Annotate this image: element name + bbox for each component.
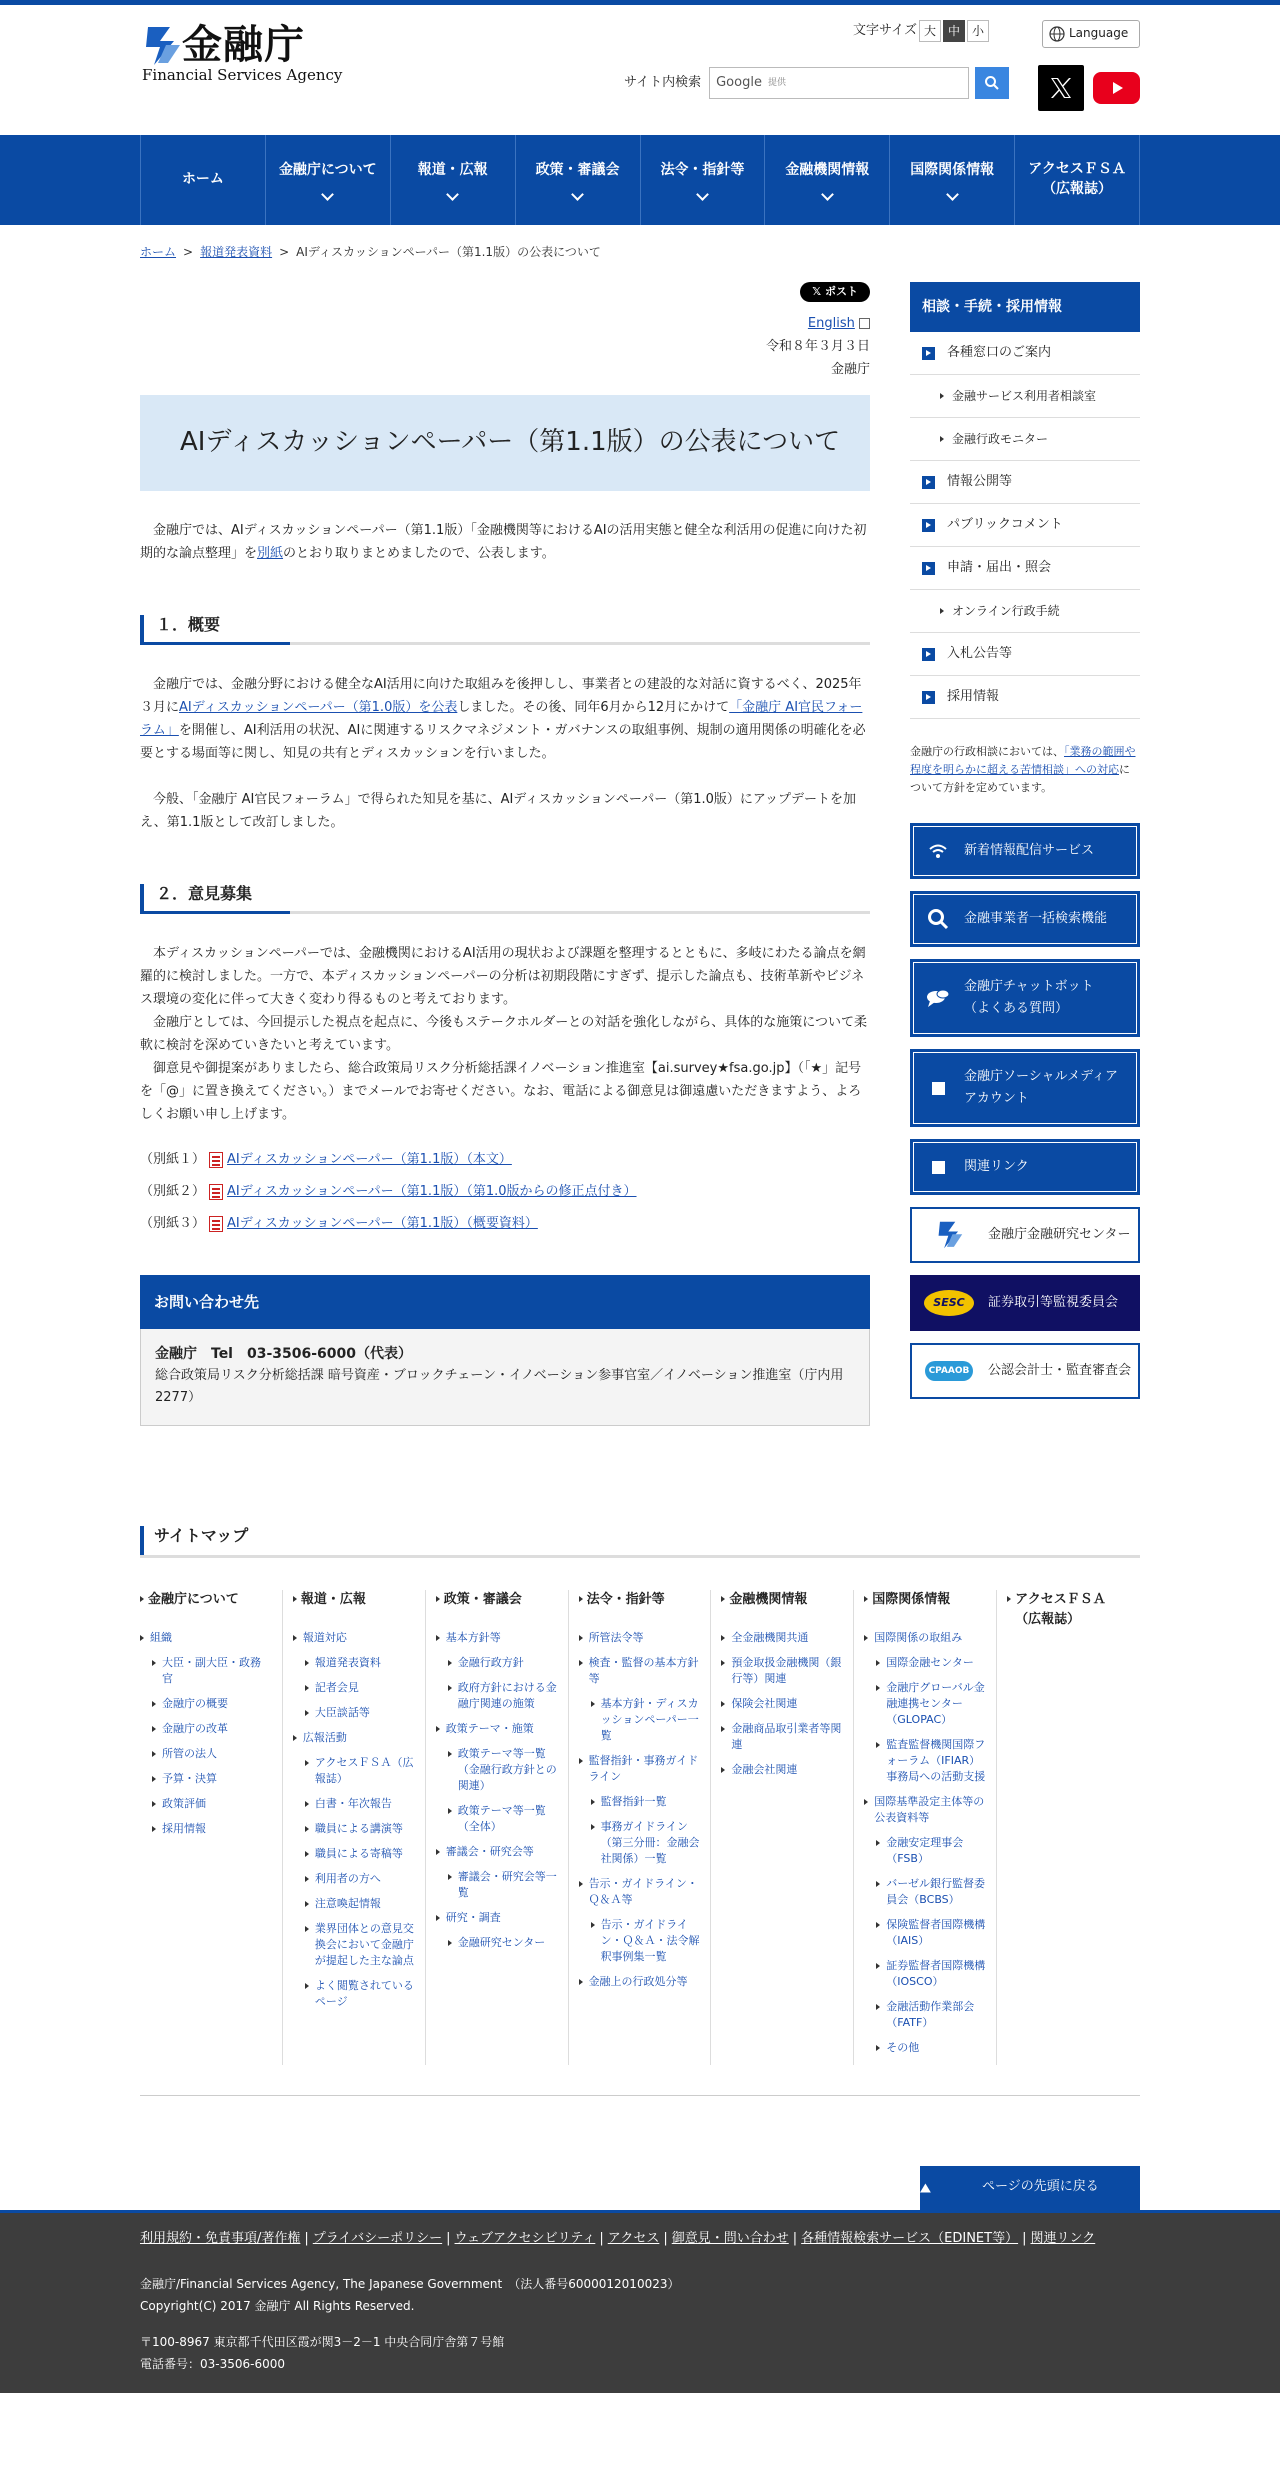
sidebar-item-label: 申請・届出・照会 — [947, 559, 1052, 575]
fsa-logo[interactable] — [140, 23, 342, 83]
sidebar-item-label: 情報公開等 — [947, 473, 1013, 489]
english-link[interactable]: English — [807, 315, 855, 331]
sidebar-item-applications[interactable] — [910, 547, 1140, 590]
sitemap-link[interactable]: 監督指針・事務ガイドライン — [579, 1753, 701, 1785]
business-search-button[interactable] — [910, 891, 1140, 947]
page-top-button[interactable] — [920, 2166, 1140, 2210]
social-media-button[interactable] — [910, 1049, 1140, 1127]
sitemap-link[interactable]: 監督指針一覧 — [591, 1794, 701, 1810]
lead-paragraph — [140, 519, 870, 565]
section-heading-comments: ２．意見募集 — [140, 884, 870, 914]
sitemap-link[interactable]: 全金融機関共通 — [721, 1630, 843, 1646]
sitemap-column — [711, 1590, 854, 2065]
sitemap-link[interactable]: 基本方針等 — [436, 1630, 558, 1646]
search-button[interactable] — [975, 67, 1009, 99]
sitemap-link[interactable]: 政策テーマ等一覧（金融行政方針との関連） — [448, 1746, 558, 1794]
sitemap-column — [569, 1590, 712, 2065]
sidebar-menu — [910, 332, 1140, 719]
footer-link-separator: | — [446, 2230, 451, 2246]
font-size-label: 文字サイズ — [853, 22, 917, 38]
complaint-policy-link[interactable]: 「業務の範囲や程度を明らかに超える苦情相談」への対応 — [910, 745, 1136, 777]
sidebar — [910, 282, 1140, 1425]
sidebar-item-bids[interactable] — [910, 633, 1140, 676]
sitemap-column-heading[interactable]: 国際関係情報 — [864, 1590, 986, 1610]
overview-paragraph-1 — [140, 673, 870, 765]
chatbot-button[interactable] — [910, 959, 1140, 1037]
sidebar-item-recruit[interactable] — [910, 676, 1140, 719]
nav-policy[interactable] — [516, 135, 641, 225]
sidebar-item-disclosure[interactable] — [910, 461, 1140, 504]
search-engine-label: Google — [716, 74, 762, 90]
footer-link[interactable]: ウェブアクセシビリティ — [454, 2230, 596, 2246]
sitemap-link[interactable]: 金融商品取引業者等関連 — [721, 1721, 843, 1753]
attachment-item — [140, 1176, 870, 1208]
global-navigation — [0, 135, 1280, 225]
footer-link-separator: | — [304, 2230, 309, 2246]
news-service-button[interactable] — [910, 823, 1140, 879]
font-size-large-button[interactable]: 大 — [919, 20, 941, 42]
nav-home[interactable] — [141, 135, 266, 225]
lead-text: 金融庁では、AIディスカッションペーパー（第1.1版）「金融機関等におけるAIの活用実態と健全な利活用の促進に向けた初期的な論点整理」を — [140, 522, 867, 561]
page-title: AIディスカッションペーパー（第1.1版）の公表について — [140, 395, 870, 491]
nav-international[interactable] — [890, 135, 1015, 225]
footer-link[interactable]: 御意見・問い合わせ — [671, 2230, 789, 2246]
footer-link-separator: | — [663, 2230, 668, 2246]
sitemap-link[interactable]: 業界団体との意見交換会において金融庁が提起した主な論点 — [305, 1921, 415, 1969]
cpaaob-banner[interactable] — [910, 1343, 1140, 1399]
sitemap-link[interactable]: 国際関係の取組み — [864, 1630, 986, 1646]
nav-label: 政策・審議会 — [535, 161, 620, 178]
arrow-square-icon — [922, 519, 935, 532]
breadcrumb-separator: > — [279, 245, 290, 259]
sitemap-link[interactable]: 審議会・研究会等一覧 — [448, 1869, 558, 1901]
research-center-banner[interactable] — [910, 1207, 1140, 1263]
related-links-button[interactable] — [910, 1139, 1140, 1195]
sitemap-link[interactable]: 職員による寄稿等 — [305, 1846, 415, 1862]
sitemap-link[interactable]: 予算・決算 — [152, 1771, 272, 1787]
sitemap-column — [426, 1590, 569, 2065]
footer-copyright: Copyright(C) 2017 金融庁 All Rights Reserved. — [140, 2299, 415, 2314]
footer-address: 〒100-8967 東京都千代田区霞が関3－2－1 中央合同庁舎第７号館 — [140, 2335, 505, 2350]
chevron-down-icon — [446, 188, 459, 201]
footer-link[interactable]: 各種情報検索サービス（EDINET等） — [801, 2230, 1019, 2246]
sitemap-heading: サイトマップ — [140, 1526, 1140, 1558]
sitemap — [140, 1526, 1140, 2096]
comments-paragraph-3: 御意見や御提案がありましたら、総合政策局リスク分析総括課イノベーション推進室【ai.survey★fsa.go.jp】（「★」記号を「@」に置き換えてください。）までメールでお寄せください。なお、電話による御意見は御遠慮いただきますよう、よろしくお願い申し上げます。 — [140, 1060, 862, 1122]
contact-department: 総合政策局リスク分析総括課 暗号資産・ブロックチェーン・イノベーション参事官室／イノベーション推進室（庁内用2277） — [155, 1367, 844, 1405]
attachment-item — [140, 1208, 870, 1240]
footer-phone: 電話番号：03-3506-6000 — [140, 2357, 286, 2372]
attachment-pdf-link[interactable]: AIディスカッションペーパー（第1.1版）（概要資料） — [227, 1215, 538, 1231]
sesc-banner[interactable] — [910, 1275, 1140, 1331]
attachment-item — [140, 1144, 870, 1176]
sitemap-link[interactable]: その他 — [876, 2040, 986, 2056]
sitemap-link[interactable]: 金融上の行政処分等 — [579, 1974, 701, 1990]
nav-label: 法令・指針等 — [660, 161, 745, 178]
attachment-list — [140, 1144, 870, 1240]
nav-institutions[interactable] — [765, 135, 890, 225]
sidebar-item-label: パブリックコメント — [947, 516, 1063, 532]
sitemap-link[interactable]: 白書・年次報告 — [305, 1796, 415, 1812]
publisher: 金融庁 — [830, 361, 870, 377]
nav-label: 金融機関情報 — [785, 161, 870, 178]
attachment-label: （別紙３） — [140, 1215, 206, 1231]
arrow-square-icon — [922, 648, 935, 661]
youtube-icon[interactable] — [1093, 72, 1140, 104]
sitemap-link[interactable]: 保険監督者国際機構（IAIS） — [876, 1917, 986, 1949]
nav-label: アクセスＦＳＡ （広報誌） — [1028, 161, 1126, 197]
sitemap-link[interactable]: 金融活動作業部会（FATF） — [876, 1999, 986, 2031]
nav-access-fsa[interactable] — [1015, 135, 1140, 225]
sitemap-link[interactable]: 証券監督者国際機構（IOSCO） — [876, 1958, 986, 1990]
chat-bubble-icon — [926, 988, 950, 1008]
x-post-button[interactable]: 𝕏 ポスト — [800, 282, 870, 302]
sitemap-link[interactable]: 報道発表資料 — [305, 1655, 415, 1671]
footer-link[interactable]: 利用規約・免責事項/著作権 — [140, 2230, 301, 2246]
sidebar-item-online[interactable] — [910, 590, 1140, 633]
sitemap-link[interactable]: 金融会社関連 — [721, 1762, 843, 1778]
sidebar-item-label: 金融行政モニター — [952, 431, 1049, 446]
nav-press[interactable] — [391, 135, 516, 225]
sitemap-column-heading[interactable]: 金融庁について — [140, 1590, 272, 1610]
site-search — [624, 67, 1009, 99]
logo-japanese: 金融庁 — [182, 22, 305, 68]
sitemap-link[interactable]: 利用者の方へ — [305, 1871, 415, 1887]
font-size-medium-button[interactable]: 中 — [943, 20, 965, 42]
sitemap-link[interactable]: 事務ガイドライン（第三分冊：金融会社関係）一覧 — [591, 1819, 701, 1867]
comments-paragraph-1: 本ディスカッションペーパーでは、金融機関におけるAI活用の現状および課題を整理するとともに、多岐にわたる論点を網羅的に検討しました。一方で、本ディスカッションペーパーの分析は初期段階にすぎず、提示した論点も、技術革新やビジネス環境の変化に伴って大きく変わり得るものと考えております。 — [140, 945, 866, 1007]
contact-box — [140, 1275, 870, 1426]
sesc-label: 証券取引等監視委員会 — [988, 1294, 1119, 1310]
chatbot-label: 金融庁チャットボット （よくある質問） — [964, 979, 1094, 1017]
page-top-area — [140, 2166, 1140, 2210]
nav-label: 報道・広報 — [417, 161, 488, 178]
sitemap-link[interactable]: 告示・ガイドライン・Ｑ＆Ａ等 — [579, 1876, 701, 1908]
lead-text: のとおり取りまとめましたので、公表します。 — [283, 545, 555, 561]
arrow-square-icon — [932, 1082, 945, 1095]
sitemap-link[interactable]: 報道対応 — [293, 1630, 415, 1646]
sidebar-note — [910, 743, 1140, 797]
sidebar-item-consumer-help[interactable] — [910, 375, 1140, 418]
footer-link-separator: | — [792, 2230, 798, 2246]
footer-link-separator: | — [1022, 2230, 1027, 2246]
sitemap-link[interactable]: 預金取扱金融機関（銀行等）関連 — [721, 1655, 843, 1687]
sitemap-link[interactable]: バーゼル銀行監督委員会（BCBS） — [876, 1876, 986, 1908]
sitemap-link[interactable]: 記者会見 — [305, 1680, 415, 1696]
arrow-square-icon — [922, 562, 935, 575]
sitemap-column-heading[interactable]: 政策・審議会 — [436, 1590, 558, 1610]
footer-link[interactable]: 関連リンク — [1030, 2230, 1096, 2246]
magnifier-icon — [927, 908, 949, 930]
search-provided-label: 提供 — [767, 77, 786, 88]
overview-text: しました。その後、同年6月から12月にかけて — [457, 699, 730, 715]
attachment-label: （別紙２） — [140, 1183, 206, 1199]
chevron-down-icon — [321, 188, 334, 201]
sitemap-column-heading[interactable]: アクセスＦＳＡ（広報誌） — [1007, 1590, 1130, 1630]
sitemap-link[interactable]: 広報活動 — [293, 1730, 415, 1746]
sitemap-link[interactable]: 国際基準設定主体等の公表資料等 — [864, 1794, 986, 1826]
cpaaob-label: 公認会計士・監査審査会 — [988, 1362, 1132, 1378]
search-input[interactable] — [709, 67, 969, 99]
font-size-small-button[interactable]: 小 — [967, 20, 989, 42]
sidebar-note-text: 金融庁の行政相談においては、 — [910, 745, 1064, 759]
paper-v1-link[interactable]: AIディスカッションペーパー（第1.0版）を公表 — [179, 699, 458, 715]
fsa-logo-mark — [140, 23, 182, 69]
social-media-label: 金融庁ソーシャルメディア アカウント — [964, 1069, 1119, 1107]
chevron-down-icon — [821, 188, 834, 201]
chevron-down-icon — [696, 188, 709, 201]
sidebar-item-monitor[interactable] — [910, 418, 1140, 461]
attachment-label: （別紙１） — [140, 1151, 206, 1167]
search-label: サイト内検索 — [624, 74, 702, 90]
sidebar-item-label: 各種窓口のご案内 — [947, 344, 1052, 360]
sitemap-link[interactable]: 採用情報 — [152, 1821, 272, 1837]
language-button[interactable] — [1042, 20, 1140, 48]
wifi-icon — [928, 843, 948, 859]
sitemap-link[interactable]: よく閲覧されているページ — [305, 1978, 415, 2010]
sitemap-link[interactable]: 組織 — [140, 1630, 272, 1646]
attachment-pdf-link[interactable]: AIディスカッションペーパー（第1.1版）（第1.0版からの修正点付き） — [227, 1183, 637, 1199]
sitemap-column-heading[interactable]: 金融機関情報 — [721, 1590, 843, 1610]
section-heading-overview: １．概要 — [140, 615, 870, 645]
sitemap-link[interactable]: 所管の法人 — [152, 1746, 272, 1762]
nav-laws[interactable] — [641, 135, 766, 225]
chevron-down-icon — [946, 188, 959, 201]
overview-text: を開催し、AI利活用の状況、AIに関連するリスクマネジメント・ガバナンスの取組事例、規制の適用関係の明確化を必要とする場面等に関し、知見の共有とディスカッションを行いました。 — [140, 722, 866, 761]
sidebar-item-label: 金融サービス利用者相談室 — [952, 388, 1097, 403]
sitemap-link[interactable]: 大臣談話等 — [305, 1705, 415, 1721]
publish-date: 令和８年３月３日 — [765, 338, 870, 354]
related-links-label: 関連リンク — [964, 1158, 1029, 1174]
logo-english: Financial Services Agency — [142, 66, 343, 84]
pdf-icon — [209, 1184, 223, 1200]
sitemap-link[interactable]: 金融安定理事会（FSB） — [876, 1835, 986, 1867]
sitemap-link[interactable]: 政策テーマ・施策 — [436, 1721, 558, 1737]
language-label: Language — [1069, 26, 1129, 41]
site-footer — [0, 2210, 1280, 2393]
sitemap-link[interactable]: 政策テーマ等一覧（全体） — [448, 1803, 558, 1835]
arrow-square-icon — [922, 691, 935, 704]
footer-agency-line: 金融庁/Financial Services Agency, The Japanese Government （法人番号6000012010023） — [140, 2277, 680, 2292]
sitemap-columns — [140, 1590, 1140, 2096]
main-content — [140, 282, 870, 1425]
footer-link[interactable]: プライバシーポリシー — [312, 2230, 443, 2246]
search-icon — [984, 75, 1000, 91]
globe-icon — [1049, 26, 1065, 42]
sitemap-link[interactable]: 金融庁グローバル金融連携センター（GLOPAC） — [876, 1680, 986, 1728]
nav-label: ホーム — [181, 171, 224, 188]
sidebar-heading: 相談・手続・採用情報 — [910, 282, 1140, 332]
sidebar-item-counters[interactable] — [910, 332, 1140, 375]
sesc-logo: SESC — [924, 1290, 974, 1316]
footer-link[interactable]: アクセス — [607, 2230, 660, 2246]
external-link-icon — [859, 318, 870, 329]
pdf-icon — [209, 1152, 223, 1168]
sitemap-link[interactable]: 検査・監督の基本方針等 — [579, 1655, 701, 1687]
news-service-label: 新着情報配信サービス — [964, 842, 1095, 858]
sitemap-link[interactable]: 告示・ガイドライン・Ｑ＆Ａ・法令解釈事例集一覧 — [591, 1917, 701, 1965]
sitemap-column — [140, 1590, 283, 2065]
attachment-link[interactable]: 別紙 — [257, 545, 284, 561]
breadcrumb-home-link[interactable]: ホーム — [140, 245, 177, 259]
breadcrumb-current: AIディスカッションペーパー（第1.1版）の公表について — [296, 245, 601, 259]
sitemap-link[interactable]: 政府方針における金融庁関連の施策 — [448, 1680, 558, 1712]
sitemap-link[interactable]: 研究・調査 — [436, 1910, 558, 1926]
font-size-switcher — [853, 20, 989, 42]
ai-forum-link[interactable]: 「金融庁 AI官民フォーラム」 — [140, 699, 863, 738]
sitemap-link[interactable]: 金融行政方針 — [448, 1655, 558, 1671]
breadcrumb-press-link[interactable]: 報道発表資料 — [200, 245, 273, 259]
contact-heading: お問い合わせ先 — [140, 1275, 870, 1329]
sitemap-link[interactable]: 所管法令等 — [579, 1630, 701, 1646]
research-center-label: 金融庁金融研究センター — [988, 1226, 1131, 1242]
nav-about[interactable] — [266, 135, 391, 225]
sidebar-item-label: 採用情報 — [947, 688, 1000, 704]
sitemap-column-heading[interactable]: 法令・指針等 — [579, 1590, 701, 1610]
attachment-pdf-link[interactable]: AIディスカッションペーパー（第1.1版）（本文） — [227, 1151, 512, 1167]
nav-label: 国際関係情報 — [910, 161, 995, 178]
page-top-label: ページの先頭に戻る — [941, 2166, 1140, 2210]
arrow-square-icon — [922, 476, 935, 489]
sitemap-link[interactable]: 審議会・研究会等 — [436, 1844, 558, 1860]
comments-paragraph-2: 金融庁としては、今回提示した視点を起点に、今後もステークホルダーとの対話を強化しながら、具体的な施策について柔軟に検討を深めていきたいと考えています。 — [140, 1014, 867, 1053]
triangle-up-icon — [920, 2183, 931, 2193]
contact-organization: 金融庁 Tel 03-3506-6000（代表） — [155, 1345, 413, 1362]
sidebar-item-label: 入札公告等 — [947, 645, 1013, 661]
breadcrumb — [140, 225, 1140, 282]
pdf-icon — [209, 1216, 223, 1232]
sitemap-link[interactable]: 大臣・副大臣・政務官 — [152, 1655, 272, 1687]
business-search-label: 金融事業者一括検索機能 — [964, 910, 1108, 926]
fsa-research-logo — [934, 1219, 964, 1251]
footer-links — [140, 2213, 1140, 2250]
overview-text: 金融庁では、金融分野における健全なAI活用に向けた取組みを後押しし、事業者との建設的な対話に資するべく、2025年３月に — [140, 676, 862, 715]
sitemap-link[interactable]: 監査監督機関国際フォーラム（IFIAR）事務局への活動支援 — [876, 1737, 986, 1785]
sitemap-link[interactable]: 保険会社関連 — [721, 1696, 843, 1712]
sitemap-link[interactable]: 金融庁の概要 — [152, 1696, 272, 1712]
sidebar-item-public-comment[interactable] — [910, 504, 1140, 547]
x-twitter-icon[interactable] — [1038, 65, 1084, 111]
sitemap-column — [854, 1590, 997, 2065]
sitemap-link[interactable]: 基本方針・ディスカッションペーパー一覧 — [591, 1696, 701, 1744]
sitemap-column-heading[interactable]: 報道・広報 — [293, 1590, 415, 1610]
sitemap-link[interactable]: 金融研究センター — [448, 1935, 558, 1951]
sitemap-column — [997, 1590, 1140, 2065]
sidebar-item-label: オンライン行政手続 — [952, 603, 1060, 618]
breadcrumb-separator: > — [183, 245, 194, 259]
footer-link-separator: | — [599, 2230, 604, 2246]
arrow-square-icon — [922, 347, 935, 360]
sitemap-link[interactable]: 職員による講演等 — [305, 1821, 415, 1837]
sitemap-link[interactable]: アクセスＦＳＡ（広報誌） — [305, 1755, 415, 1787]
cpaaob-logo: CPAAOB — [925, 1361, 974, 1381]
sitemap-link[interactable]: 政策評価 — [152, 1796, 272, 1812]
overview-paragraph-2: 今般、「金融庁 AI官民フォーラム」で得られた知見を基に、AIディスカッションペーパー（第1.0版）にアップデートを加え、第1.1版として改訂しました。 — [140, 791, 856, 830]
sidebar-note-text: について方針を定めています。 — [910, 763, 1130, 795]
sitemap-link[interactable]: 国際金融センター — [876, 1655, 986, 1671]
nav-label: 金融庁について — [278, 161, 377, 178]
site-header — [140, 5, 1140, 135]
arrow-square-icon — [932, 1161, 945, 1174]
sitemap-link[interactable]: 金融庁の改革 — [152, 1721, 272, 1737]
chevron-down-icon — [571, 188, 584, 201]
sitemap-column — [283, 1590, 426, 2065]
sitemap-link[interactable]: 注意喚起情報 — [305, 1896, 415, 1912]
